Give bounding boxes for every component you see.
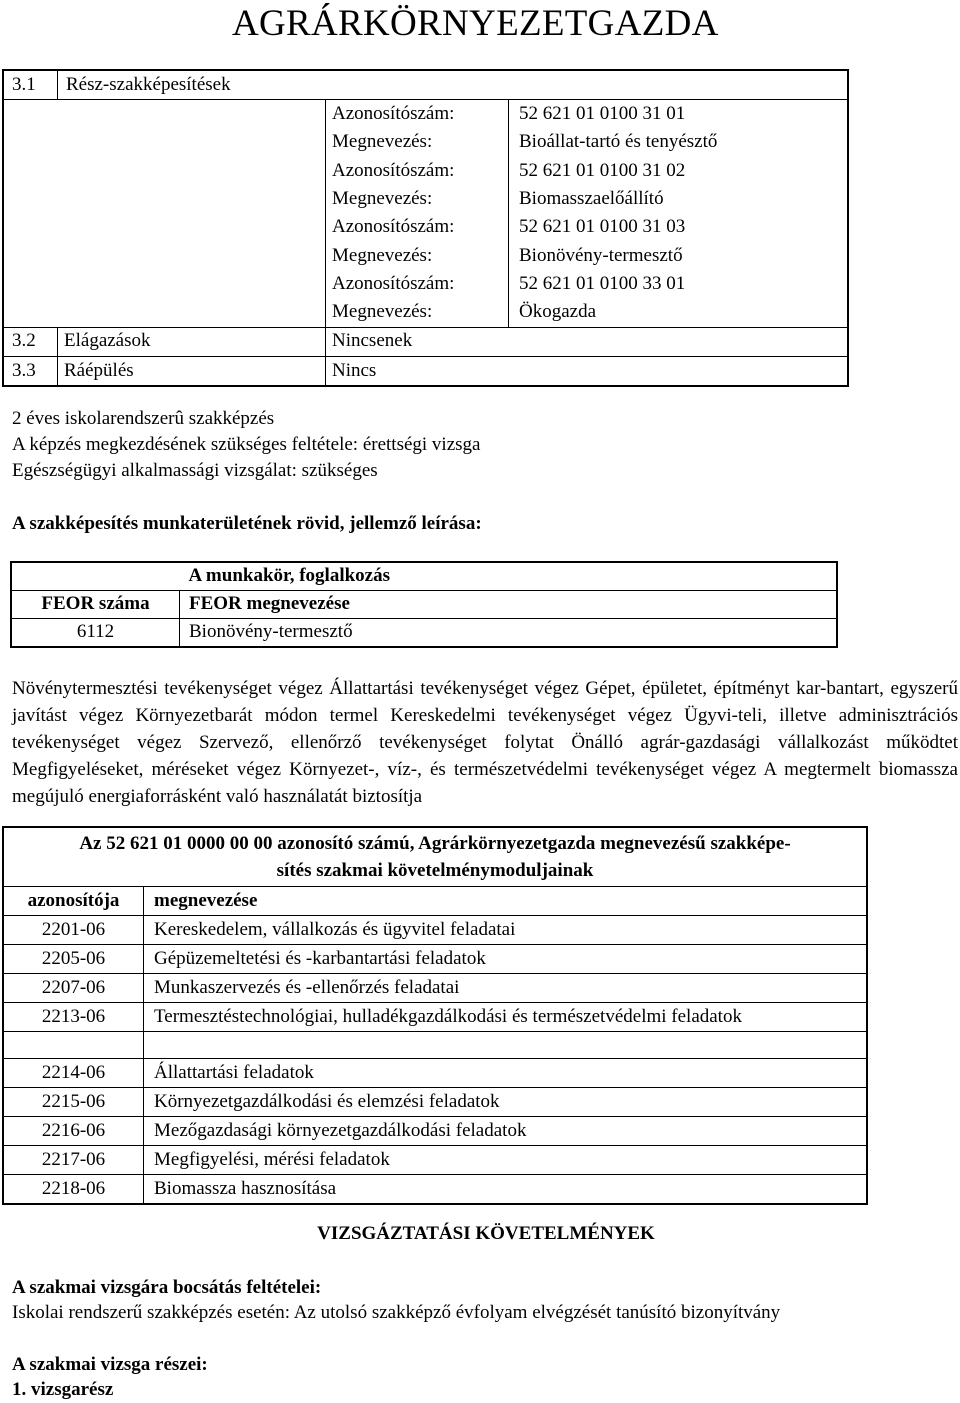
feor-code: 6112 [11, 619, 180, 648]
module-name: Kereskedelem, vállalkozás és ügyvitel feladatai [144, 916, 868, 945]
exam-parts-heading: A szakmai vizsga részei: [12, 1354, 208, 1375]
feor-name: Bionövény-termesztő [180, 619, 838, 648]
work-description: Növénytermesztési tevékenységet végez Állattartási tevékenységet végez Gépet, épületet, építményt kar-bantart, egyszerű javítást végez Környezetbarát módon termel Kereskedelmi tevékenységet végez Ügyvi-teli, illetve adminisztrációs tevékenységet végez Szervező, ellenőrző tevékenységet folytat Önálló agrár-gazdasági vállalkozást működtet Megfigyeléseket, méréseket végez Környezet-, víz-, és természetvédelmi tevékenységet végez A megtermelt biomassza megújuló energiaforrásként való használatát biztosítja [12, 678, 958, 807]
item-value: Biomasszaelőállító [519, 187, 664, 209]
module-row [3, 1059, 867, 1088]
section-value: Nincs [326, 356, 509, 386]
exam-part-1: 1. vizsgarész [12, 1379, 114, 1400]
item-label: Azonosítószám: [326, 270, 509, 298]
feor-col-name-header: FEOR megnevezése [180, 591, 838, 619]
feor-table [10, 561, 838, 648]
section-label: Elágazások [58, 327, 326, 356]
item-label: Azonosítószám: [326, 100, 509, 129]
item-label: Azonosítószám: [326, 157, 509, 185]
item-label: Azonosítószám: [326, 213, 509, 241]
item-value: Ökogazda [519, 301, 597, 323]
section-number: 3.3 [3, 356, 58, 386]
modules-heading: Az 52 621 01 0000 00 00 azonosító számú, Agrárkörnyezetgazda megnevezésű szakképe-sítés szakmai követelménymoduljainak [79, 833, 791, 881]
module-name: Állattartási feladatok [144, 1059, 868, 1088]
modules-table [2, 826, 868, 1205]
module-id: 2214-06 [3, 1059, 144, 1088]
feor-group-header: A munkakör, foglalkozás [188, 565, 390, 587]
module-name: Megfigyelési, mérési feladatok [144, 1146, 868, 1175]
partial-header-row [3, 70, 848, 100]
training-line-2: A képzés megkezdésének szükséges feltétele: érettségi vizsga [12, 434, 481, 455]
section-label: Ráépülés [58, 356, 326, 386]
module-row [3, 974, 867, 1003]
item-value: 52 621 01 0100 33 01 [519, 272, 686, 294]
work-area-heading: A szakképesítés munkaterületének rövid, jellemző leírása: [12, 513, 482, 534]
item-value: Bionövény-termesztő [519, 244, 683, 266]
module-name: Gépüzemeltetési és -karbantartási feladatok [144, 945, 868, 974]
module-spacer-row [3, 1032, 867, 1059]
admission-heading: A szakmai vizsgára bocsátás feltételei: [12, 1277, 322, 1298]
training-line-3: Egészségügyi alkalmassági vizsgálat: szükséges [12, 460, 378, 481]
item-value: Bioállat-tartó és tenyésztő [519, 131, 718, 153]
module-row [3, 1003, 867, 1032]
feor-column-header-row [11, 591, 837, 619]
module-id: 2217-06 [3, 1146, 144, 1175]
feor-col-code-header: FEOR száma [11, 591, 180, 619]
module-id: 2205-06 [3, 945, 144, 974]
section-number: 3.1 [3, 70, 58, 100]
module-row [3, 1088, 867, 1117]
module-name: Munkaszervezés és -ellenőrzés feladatai [144, 974, 868, 1003]
partial-qualifications-table [2, 69, 849, 387]
module-id: 2213-06 [3, 1003, 144, 1032]
item-value: 52 621 01 0100 31 02 [519, 159, 686, 181]
item-label: Megnevezés: [326, 129, 509, 157]
exam-heading: VIZSGÁZTATÁSI KÖVETELMÉNYEK [317, 1223, 655, 1244]
admission-text: Iskolai rendszerű szakképzés esetén: Az utolsó szakképző évfolyam elvégzését tanúsító bizonyítvány [12, 1302, 781, 1323]
module-id: 2218-06 [3, 1175, 144, 1205]
module-name: Környezetgazdálkodási és elemzési feladatok [144, 1088, 868, 1117]
training-line-1: 2 éves iskolarendszerû szakképzés [12, 408, 275, 429]
section-value: Nincsenek [326, 327, 509, 356]
module-id: 2216-06 [3, 1117, 144, 1146]
module-name: Mezőgazdasági környezetgazdálkodási feladatok [144, 1117, 868, 1146]
item-label: Megnevezés: [326, 242, 509, 270]
module-id: 2207-06 [3, 974, 144, 1003]
module-row [3, 1117, 867, 1146]
module-row [3, 916, 867, 945]
item-label: Megnevezés: [326, 185, 509, 213]
item-label: Megnevezés: [326, 298, 509, 327]
modules-col-id-header: azonosítója [3, 887, 144, 916]
modules-column-header-row [3, 887, 867, 916]
module-row [3, 945, 867, 974]
section-number: 3.2 [3, 327, 58, 356]
buildon-row [3, 356, 848, 386]
modules-col-name-header: megnevezése [144, 887, 868, 916]
branches-row [3, 327, 848, 356]
document-title: AGRÁRKÖRNYEZETGAZDA [232, 3, 719, 44]
item-value: 52 621 01 0100 31 01 [509, 100, 849, 129]
feor-row [11, 619, 837, 648]
module-id: 2215-06 [3, 1088, 144, 1117]
module-id: 2201-06 [3, 916, 144, 945]
module-name: Termesztéstechnológiai, hulladékgazdálkodási és természetvédelmi feladatok [144, 1003, 868, 1032]
module-row [3, 1146, 867, 1175]
feor-group-header-row [11, 562, 837, 591]
partial-item-row [3, 100, 848, 129]
section-label: Rész-szakképesítések [66, 73, 231, 95]
modules-heading-row [3, 827, 867, 887]
module-row [3, 1175, 867, 1205]
item-value: 52 621 01 0100 31 03 [519, 216, 686, 238]
module-name: Biomassza hasznosítása [144, 1175, 868, 1205]
